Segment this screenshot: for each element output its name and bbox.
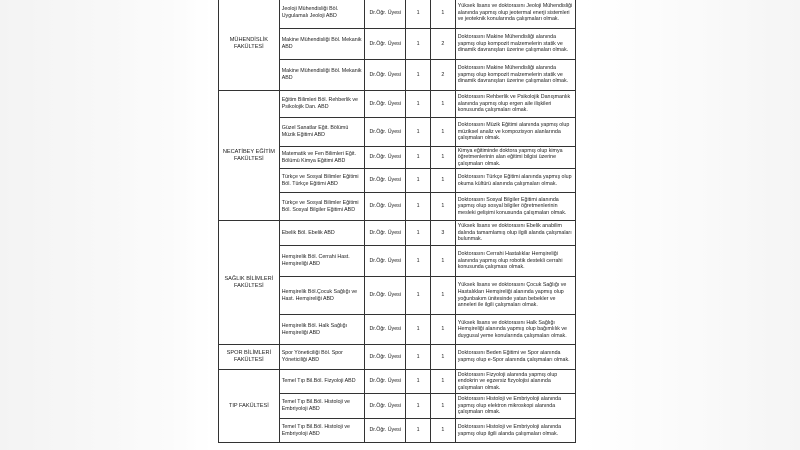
ales-cell: 2 — [430, 29, 455, 60]
title-cell: Dr.Öğr. Üyesi — [365, 118, 406, 147]
faculty-name: TIP FAKÜLTESİ — [219, 370, 280, 443]
count-cell: 1 — [406, 419, 431, 443]
department-cell: Hemşirelik Böl. Halk Sağlığı Hemşireliği ABD — [279, 315, 365, 345]
department-cell: Güzel Sanatlar Eğit. Bölümü Müzik Eğitimi ABD — [279, 118, 365, 147]
count-cell: 1 — [406, 118, 431, 147]
ales-cell: 3 — [430, 221, 455, 246]
count-cell: 1 — [406, 0, 431, 29]
title-cell: Dr.Öğr. Üyesi — [365, 370, 406, 394]
title-cell: Dr.Öğr. Üyesi — [365, 193, 406, 221]
count-cell: 1 — [406, 370, 431, 394]
department-cell: Jeoloji Mühendisliği Böl. Uygulamalı Jeoloji ABD — [279, 0, 365, 29]
description-cell: Doktorasını Histoloji ve Embriyoloji alanında yapmış olup ilgili alanda çalışmaları olmak. — [455, 419, 575, 443]
title-cell: Dr.Öğr. Üyesi — [365, 0, 406, 29]
description-cell: Doktorasını Histoloji ve Embriyoloji alanında yapmış olup elektron mikroskopi alanında çalışmaları olmak. — [455, 394, 575, 419]
ales-cell: 1 — [430, 370, 455, 394]
count-cell: 1 — [406, 60, 431, 91]
table-row — [219, 0, 576, 29]
title-cell: Dr.Öğr. Üyesi — [365, 277, 406, 315]
document-page — [212, 0, 583, 450]
count-cell: 1 — [406, 169, 431, 193]
count-cell: 1 — [406, 394, 431, 419]
description-cell: Kimya eğitiminde doktora yapmış olup kimya öğretmenlerinin alan eğitimi bilgisi üzerine çalışmaları olmak. — [455, 147, 575, 169]
department-cell: Temel Tıp Bil.Böl. Histoloji ve Embriyoloji ABD — [279, 419, 365, 443]
count-cell: 1 — [406, 147, 431, 169]
title-cell: Dr.Öğr. Üyesi — [365, 221, 406, 246]
title-cell: Dr.Öğr. Üyesi — [365, 246, 406, 277]
table-row — [219, 370, 576, 394]
title-cell: Dr.Öğr. Üyesi — [365, 147, 406, 169]
ales-cell: 1 — [430, 147, 455, 169]
description-cell: Doktorasını Makine Mühendisliği alanında yapmış olup kompozit malzemelerin statik ve dinamik davranışları üzerine çalışmaları olmak. — [455, 29, 575, 60]
ales-cell: 1 — [430, 193, 455, 221]
description-cell: Yüksek lisans ve doktorasını Çocuk Sağlığı ve Hastalıkları Hemşireliği alanında yapmış olup yoğunbakım ünitesinde yatan bebekler ve anneleri ile ilgili çalışmaları olmak. — [455, 277, 575, 315]
description-cell: Yüksek lisans ve doktorasını Jeoloji Mühendisliği alanında yapmış olup jeotermal enerji sistemleri ve jeoteknik konularında çalışmaları olmak. — [455, 0, 575, 29]
positions-table-body — [219, 0, 576, 443]
ales-cell: 2 — [430, 60, 455, 91]
department-cell: Eğitim Bilimleri Böl. Rehberlik ve Psikolojik Dan. ABD — [279, 91, 365, 118]
ales-cell: 1 — [430, 345, 455, 370]
table-row — [219, 221, 576, 246]
department-cell: Makine Mühendisliği Böl. Mekanik ABD — [279, 60, 365, 91]
table-row — [219, 91, 576, 118]
title-cell: Dr.Öğr. Üyesi — [365, 419, 406, 443]
ales-cell: 1 — [430, 91, 455, 118]
ales-cell: 1 — [430, 118, 455, 147]
description-cell: Doktorasını Makine Mühendisliği alanında yapmış olup kompozit malzemelerin statik ve dinamik davranışları üzerine çalışmaları olmak. — [455, 60, 575, 91]
department-cell: Hemşirelik Böl. Cerrahi Hast. Hemşireliği ABD — [279, 246, 365, 277]
faculty-name: SPOR BİLİMLERİ FAKÜLTESİ — [219, 345, 280, 370]
ales-cell: 1 — [430, 169, 455, 193]
ales-cell: 1 — [430, 0, 455, 29]
ales-cell: 1 — [430, 315, 455, 345]
department-cell: Temel Tıp Bil.Böl. Fizyoloji ABD — [279, 370, 365, 394]
faculty-name: NECATİBEY EĞİTİM FAKÜLTESİ — [219, 91, 280, 221]
count-cell: 1 — [406, 29, 431, 60]
department-cell: Türkçe ve Sosyal Bilimler Eğitimi Böl. Türkçe Eğitimi ABD — [279, 169, 365, 193]
count-cell: 1 — [406, 246, 431, 277]
description-cell: Yüksek lisans ve doktorasını Ebelik anabilim dalında tamamlamış olup ilgili alanda çalışmaları bulunmak. — [455, 221, 575, 246]
title-cell: Dr.Öğr. Üyesi — [365, 345, 406, 370]
count-cell: 1 — [406, 315, 431, 345]
description-cell: Doktorasını Rehberlik ve Psikolojik Danışmanlık alanında yapmış olup ergen aile ilişkileri konusunda çalışmaları olmak. — [455, 91, 575, 118]
department-cell: Temel Tıp Bil.Böl. Histoloji ve Embriyoloji ABD — [279, 394, 365, 419]
ales-cell: 1 — [430, 246, 455, 277]
count-cell: 1 — [406, 91, 431, 118]
department-cell: Hemşirelik Böl.Çocuk Sağlığı ve Hast. Hemşireliği ABD — [279, 277, 365, 315]
faculty-name: SAĞLIK BİLİMLERİ FAKÜLTESİ — [219, 221, 280, 345]
description-cell: Doktorasını Müzik Eğitimi alanında yapmış olup müziksel analiz ve kompozisyon alanlarında çalışmaları olmak. — [455, 118, 575, 147]
description-cell: Doktorasını Türkçe Eğitimi alanında yapmış olup okuma kültürü alanında çalışmaları olmak. — [455, 169, 575, 193]
department-cell: Ebelik Böl. Ebelik ABD — [279, 221, 365, 246]
title-cell: Dr.Öğr. Üyesi — [365, 394, 406, 419]
count-cell: 1 — [406, 345, 431, 370]
title-cell: Dr.Öğr. Üyesi — [365, 29, 406, 60]
title-cell: Dr.Öğr. Üyesi — [365, 60, 406, 91]
department-cell: Türkçe ve Sosyal Bilimler Eğitimi Böl. Sosyal Bilgiler Eğitimi ABD — [279, 193, 365, 221]
title-cell: Dr.Öğr. Üyesi — [365, 169, 406, 193]
description-cell: Doktorasını Beden Eğitimi ve Spor alanında yapmış olup e-Spor alanında çalışmaları olmak. — [455, 345, 575, 370]
description-cell: Doktorasını Sosyal Bilgiler Eğitimi alanında yapmış olup sosyal bilgiler öğretmenlerinin mesleki gelişimi konusunda çalışmaları olmak. — [455, 193, 575, 221]
title-cell: Dr.Öğr. Üyesi — [365, 91, 406, 118]
left-background — [0, 0, 212, 450]
ales-cell: 1 — [430, 419, 455, 443]
faculty-name: MÜHENDİSLİK FAKÜLTESİ — [219, 0, 280, 91]
description-cell: Yüksek lisans ve doktorasını Halk Sağlığı Hemşireliği alanında yapmış olup bağımlılık ve duygusal yeme konularında çalışmaları olmak. — [455, 315, 575, 345]
title-cell: Dr.Öğr. Üyesi — [365, 315, 406, 345]
right-background — [583, 0, 800, 450]
description-cell: Doktorasını Cerrahi Hastalıklar Hemşireliği alanında yapmış olup robotik destekli cerrahi konusunda çalışması olmak. — [455, 246, 575, 277]
ales-cell: 1 — [430, 394, 455, 419]
ales-cell: 1 — [430, 277, 455, 315]
description-cell: Doktorasını Fizyoloji alanında yapmış olup endokrin ve egzersiz fizyolojisi alanında çalışmaları olmak. — [455, 370, 575, 394]
table-row — [219, 345, 576, 370]
positions-table — [218, 0, 576, 443]
count-cell: 1 — [406, 193, 431, 221]
department-cell: Matematik ve Fen Bilimleri Eğit. Bölümü Kimya Eğitimi ABD — [279, 147, 365, 169]
count-cell: 1 — [406, 221, 431, 246]
department-cell: Makine Mühendisliği Böl. Mekanik ABD — [279, 29, 365, 60]
count-cell: 1 — [406, 277, 431, 315]
department-cell: Spor Yöneticiliği Böl. Spor Yöneticiliği ABD — [279, 345, 365, 370]
